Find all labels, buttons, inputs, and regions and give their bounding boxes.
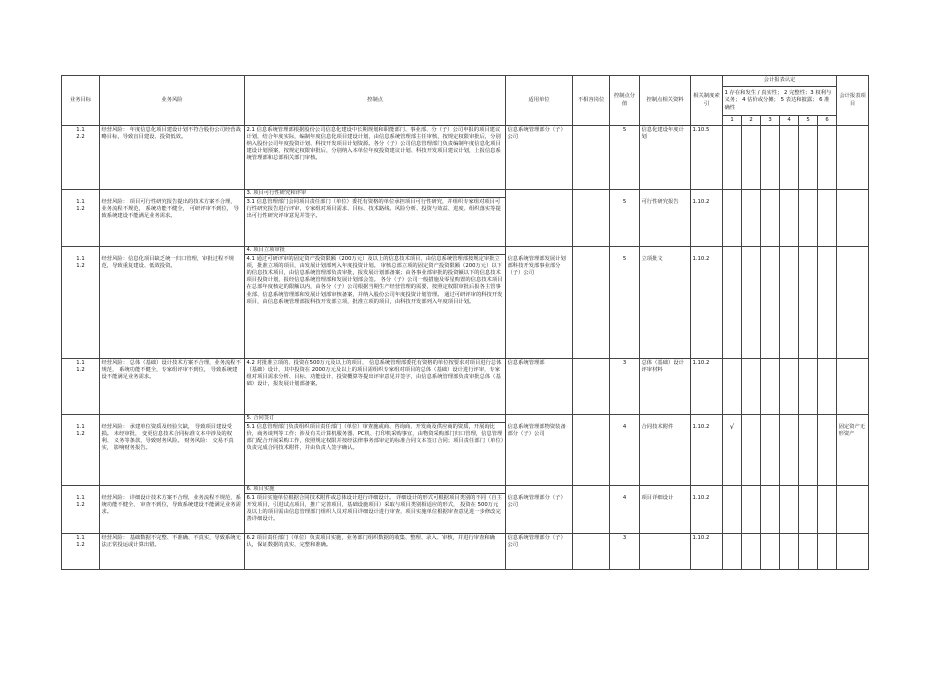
goal-cell-text: 1.1 1.2: [76, 535, 85, 549]
unit-cell-text: 信息系统管理部分（子）公司: [507, 535, 566, 549]
assertion-check-cell: [799, 486, 818, 534]
unit-cell-text: 信息系统管理部物资装备部分（子）公司: [507, 424, 566, 438]
material-cell: [640, 486, 691, 534]
assertion-check-cell: [761, 415, 780, 486]
unit-cell-text: 信息系统管理部: [507, 360, 545, 367]
ref-cell: [691, 486, 723, 534]
assertion-check-cell: [780, 534, 799, 570]
ref-cell: [691, 359, 723, 415]
section-heading: 4. 项目立项审批: [245, 247, 505, 255]
control-cell: [245, 359, 506, 415]
risk-cell-text: 经营风险： 基础数据不完整、不准确、不真实，导致系统无法正常投运或计算出错。: [101, 535, 241, 549]
ref-cell: [691, 126, 723, 190]
score-cell: [610, 359, 640, 415]
unit-cell-text: 信息系统管理部分（子）公司: [507, 495, 566, 509]
table-row: [62, 359, 869, 415]
assertion-check-cell: [799, 126, 818, 190]
header-ref: 相关制度索引: [691, 76, 723, 126]
goal-cell: [62, 534, 100, 570]
ref-cell: [691, 534, 723, 570]
material-cell-text: 合同技术附件: [641, 424, 674, 431]
goal-cell-text: 1.1 1.2: [76, 360, 85, 374]
score-cell: [610, 126, 640, 190]
header-assertion-col: 1: [723, 116, 742, 126]
ref-cell-text: 1.10.2: [692, 495, 710, 502]
table-row: [62, 534, 869, 570]
incompatible-cell: [573, 359, 610, 415]
goal-cell-text: 1.1 1.2: [76, 256, 85, 270]
assertion-check-cell: [799, 190, 818, 247]
section-heading: 5. 合同签订: [245, 415, 505, 423]
material-cell-text: 立项批文: [641, 256, 663, 263]
assertion-check-cell: [761, 126, 780, 190]
header-assertion-col: 5: [799, 116, 818, 126]
material-cell: [640, 247, 691, 359]
control-cell: [245, 415, 506, 486]
risk-cell-text: 经营风险： 详细设计技术方案不合理，业务流程不规范，系统功能不健全， 审查不到位，导致系统建设不能满足业务需求。: [101, 495, 241, 516]
ref-cell-text: 1.10.2: [692, 199, 710, 206]
report-cell: [837, 247, 869, 359]
assertion-check-cell: [780, 247, 799, 359]
assertion-check-cell: [799, 415, 818, 486]
risk-cell-text: 经营风险：信息化项目缺乏统一归口管理，审批过程不规范，导致重复建设、低效投资。: [101, 256, 234, 270]
control-text: 6.2 项目责任部门（单位）负责项目实施，业务部门组织数据的收集、整理、录入、审核，并进行审查和确认，保证数据的真实、完整和准确。: [246, 535, 495, 549]
goal-cell-text: 1.1 1.2: [76, 199, 85, 213]
incompatible-cell: [573, 190, 610, 247]
report-cell: [837, 190, 869, 247]
control-text: 5.1 信息管理部门负责组织项目责任部门（单位）审查施或商、咨询商、开发商及供应商的资质，开展询比价，商务谈判等工作；涉及有关计算机服务器、PC机、打印机采购事宜，由物资采购部门归口管理，信息管理部门配合开展采购工作，依照规定权限并按经法律事务部审定的标准合同文本签订合同；项目责任部门（单位）负责完成合同技术附件，并由负责人签字确认。: [246, 424, 504, 452]
material-cell: [640, 190, 691, 247]
material-cell-text: 可行性研究报告: [641, 199, 679, 206]
goal-cell-text: 1.1 2.2: [76, 127, 85, 141]
assertion-check-cell: [742, 126, 761, 190]
assertion-check-cell: [780, 190, 799, 247]
table-row: [62, 415, 869, 486]
unit-cell: [506, 415, 573, 486]
goal-cell: [62, 247, 100, 359]
assertion-check-cell: [742, 190, 761, 247]
control-cell: [245, 126, 506, 190]
table-row: [62, 190, 869, 247]
header-assertion-col: 6: [818, 116, 837, 126]
goal-cell: [62, 126, 100, 190]
assertion-check-cell: [742, 415, 761, 486]
control-text: 4.1 通过可研评审的固定资产投资限额（200万元）及以上的信息技术项目，由信息系统管理部按规定审批立项，批准立项的项目，由发展计划部列入年度投资计划。 审核总部立项的固定资产投资限额（200万元）以下的信息技术项目，由信息系统管理部负责审批，报发展计划部备案；由各事业部审批的投资额以下的信息技术项目投资计划，报经信息系统管理部和发展计划部会签。 各分（子）公司一般措施及零星购置的信息技术项目在总部年度核定的限额以内，由各分（子）公司根据当期生产经营管理的需要，按照定权限审批后报各主管事业部、信息系统管理部和发展计划部审核备案，并纳入股份公司年度投资计划管理。 通过可研评审的科技开发项目，由信息系统管理部报科技开发部立项，批准立项的项目，由科技开发部列入年度项目计划。: [246, 256, 503, 305]
incompatible-cell: [573, 534, 610, 570]
assertion-check-cell: [723, 247, 742, 359]
assertion-check-cell: [818, 486, 837, 534]
score-cell-text: 3: [622, 535, 627, 542]
header-material: 控制点相关资料: [640, 76, 691, 126]
header-assertion-col: 4: [780, 116, 799, 126]
control-text: 3.1 信息管理部门会同项目责任部门（单位）委托有资格的单位承担项目可行性研究，并组织专家组对项目可行性研究报告进行评审，专家组对项目需求、目标、技术路线、风险分析、投资与效益、进度、组织落实等提出可行性研究评审意见并签字。: [246, 199, 501, 220]
table-row: [62, 247, 869, 359]
header-assertion-title: 会计报表认定: [723, 76, 837, 87]
control-text: 2.1 信息系统管理部根据股份公司信息化建设中长期规划和职能部门、事业部、分（子）公司申报的项目建议计划，结合年度实际，编制年度信息化项目建设计划，由信息系统管理部主任审核，按规定权限审批后，分别纳入股份公司年度投资计划、科技开发项目计划资源。各分（子）公司信息管理部门负责编制年度信息化项目建设计划预案，按规定权限审批后，分别纳入本单位年度投资建议计划、科技开发项目建议计划，上报信息系统管理部和总部相关部门审核。: [246, 127, 501, 162]
assertion-check-cell: [742, 534, 761, 570]
header-score: 控制点分值: [610, 76, 640, 126]
header-control: 控制点: [245, 76, 506, 126]
unit-cell: [506, 534, 573, 570]
control-text: 4.2 对批准立项的、投资在500万元及以上的项目， 信息系统管理部委托有资格的单位按要求对项目进行总体（基础）设计，其中投资在 2000万元及以上的项目需组织专家组对项目的总体（基础）设计进行评审，专家组对项目需求分析、目标、功能设计、投资概算等提出评审意见并签字，由信息系统管理部负责审批总体（基础）设计，报发展计划部备案。: [246, 360, 502, 388]
goal-cell: [62, 190, 100, 247]
section-heading: 3. 项目可行性研究和评审: [245, 190, 505, 198]
assertion-check-cell: [818, 415, 837, 486]
material-cell: [640, 126, 691, 190]
goal-cell-text: 1.1 1.2: [76, 495, 85, 509]
report-cell: [837, 486, 869, 534]
ref-cell-text: 1.10.2: [692, 424, 710, 431]
goal-cell: [62, 486, 100, 534]
risk-cell-text: 经营风险： 承建单位资质及经验欠缺， 导致项目建设受损。 未经审批， 变更信息技术合同标准文本中涉及的权利、 义务等条款，导致财务风险。 财务风险： 交易不真实， 影响财务报告。: [101, 424, 234, 452]
assertion-check-cell: [818, 190, 837, 247]
ref-cell: [691, 190, 723, 247]
assertion-check-cell: [723, 415, 742, 486]
unit-cell-text: 信息系统管理部分（子）公司: [507, 127, 566, 141]
report-cell: [837, 415, 869, 486]
risk-cell: [100, 534, 245, 570]
ref-cell-text: 1.10.2: [692, 256, 710, 263]
control-matrix-sheet: [61, 75, 868, 570]
unit-cell: [506, 190, 573, 247]
score-cell: [610, 415, 640, 486]
header-goal: 业务目标: [62, 76, 100, 126]
header-assertion-col: 2: [742, 116, 761, 126]
assertion-check-cell: [818, 534, 837, 570]
incompatible-cell: [573, 486, 610, 534]
report-cell: [837, 126, 869, 190]
material-cell-text: 信息化建设年度计划: [641, 127, 684, 141]
control-text: 6.1 项目实施单位根据合同技术附件或总体设计进行详细设计。 详细设计的形式可根据项目类别的不同（自主开发项目，引进试点项目，推广完善项目，基础设施项目）采取与项目类别相适应的形式， 投资在 500万元及以上的项目需由信息管理部门组织人员对项目详细设计进行审查，项目实施单位根据审查意见进一步修改完善详细设计。: [246, 495, 502, 523]
assertion-check-cell: [742, 486, 761, 534]
risk-cell-text: 经营风险： 项目可行性研究报告提出的技术方案不合理， 业务流程不规范， 系统功能不健全， 可研评审不到位， 导致系统建设不能满足业务需求。: [101, 199, 239, 220]
incompatible-cell: [573, 126, 610, 190]
ref-cell: [691, 415, 723, 486]
material-cell-text: 项目详细设计: [641, 495, 674, 502]
score-cell-text: 5: [622, 256, 627, 263]
risk-cell-text: 经营风险： 年度信息化项目建设计划不符合股份公司经营战略目标，导致盲目建设、投资低效。: [101, 127, 241, 141]
risk-cell: [100, 247, 245, 359]
header-incompatible: 不相容岗位: [573, 76, 610, 126]
assertion-check-cell: [761, 359, 780, 415]
score-cell: [610, 247, 640, 359]
risk-cell: [100, 190, 245, 247]
assertion-check-cell: [723, 534, 742, 570]
control-cell: [245, 247, 506, 359]
score-cell-text: 5: [622, 127, 627, 134]
risk-cell: [100, 486, 245, 534]
assertion-check-cell: [780, 126, 799, 190]
unit-cell-text: 信息系统管理部发展计划部科技开发部事业部分（子）公司: [507, 256, 566, 277]
header-report: 会计报表项目: [837, 76, 869, 126]
assertion-check-cell: [761, 190, 780, 247]
assertion-check-cell: [780, 359, 799, 415]
material-cell: [640, 534, 691, 570]
header-assertion-col: 3: [761, 116, 780, 126]
assertion-check-cell: [780, 415, 799, 486]
control-cell: [245, 190, 506, 247]
table-row: [62, 126, 869, 190]
assertion-check-cell: [799, 534, 818, 570]
control-cell: [245, 534, 506, 570]
ref-cell-text: 1.10.2: [692, 535, 710, 542]
risk-cell: [100, 415, 245, 486]
score-cell: [610, 486, 640, 534]
score-cell-text: 4: [622, 495, 627, 502]
assertion-check-cell-text: √: [729, 423, 735, 432]
risk-cell-text: 经营风险： 总体（基础）设计技术方案不合理，业务流程不规范， 系统功能不健全，专家组评审不到位， 导致系统建设不能满足业务需求。: [101, 360, 241, 381]
assertion-check-cell: [780, 486, 799, 534]
score-cell-text: 4: [622, 424, 627, 431]
report-cell: [837, 359, 869, 415]
report-cell-text: 固定资产无形资产: [838, 424, 866, 438]
table-row: [62, 486, 869, 534]
ref-cell-text: 1.10.5: [692, 127, 710, 134]
score-cell-text: 3: [622, 360, 627, 367]
assertion-check-cell: [742, 359, 761, 415]
report-cell: [837, 534, 869, 570]
risk-cell: [100, 359, 245, 415]
incompatible-cell: [573, 415, 610, 486]
assertion-check-cell: [818, 359, 837, 415]
assertion-check-cell: [723, 486, 742, 534]
assertion-check-cell: [761, 486, 780, 534]
ref-cell-text: 1.10.2: [692, 360, 710, 367]
control-cell: [245, 486, 506, 534]
goal-cell: [62, 415, 100, 486]
ref-cell: [691, 247, 723, 359]
material-cell: [640, 415, 691, 486]
unit-cell: [506, 247, 573, 359]
header-risk: 业务风险: [100, 76, 245, 126]
unit-cell: [506, 126, 573, 190]
assertion-check-cell: [761, 247, 780, 359]
score-cell: [610, 534, 640, 570]
goal-cell-text: 1.1 1.2: [76, 424, 85, 438]
section-heading: 6. 项目实施: [245, 486, 505, 494]
score-cell: [610, 190, 640, 247]
control-matrix-table: [61, 75, 869, 570]
header-assertion-desc: 1 存在和发生 / 真实性； 2 完整性；3 权利与义务； 4 估价或分摊； 5 表达和披露； 6 准确性: [723, 87, 837, 116]
assertion-check-cell: [818, 126, 837, 190]
assertion-check-cell: [799, 359, 818, 415]
assertion-check-cell: [723, 190, 742, 247]
unit-cell: [506, 359, 573, 415]
incompatible-cell: [573, 247, 610, 359]
assertion-check-cell: [742, 247, 761, 359]
assertion-check-cell: [761, 534, 780, 570]
assertion-check-cell: [723, 359, 742, 415]
risk-cell: [100, 126, 245, 190]
score-cell-text: 5: [622, 199, 627, 206]
assertion-check-cell: [723, 126, 742, 190]
unit-cell: [506, 486, 573, 534]
material-cell: [640, 359, 691, 415]
header-unit: 适用单位: [506, 76, 573, 126]
assertion-check-cell: [799, 247, 818, 359]
goal-cell: [62, 359, 100, 415]
material-cell-text: 总体（基础）设计评审材料: [641, 360, 684, 374]
assertion-check-cell: [818, 247, 837, 359]
